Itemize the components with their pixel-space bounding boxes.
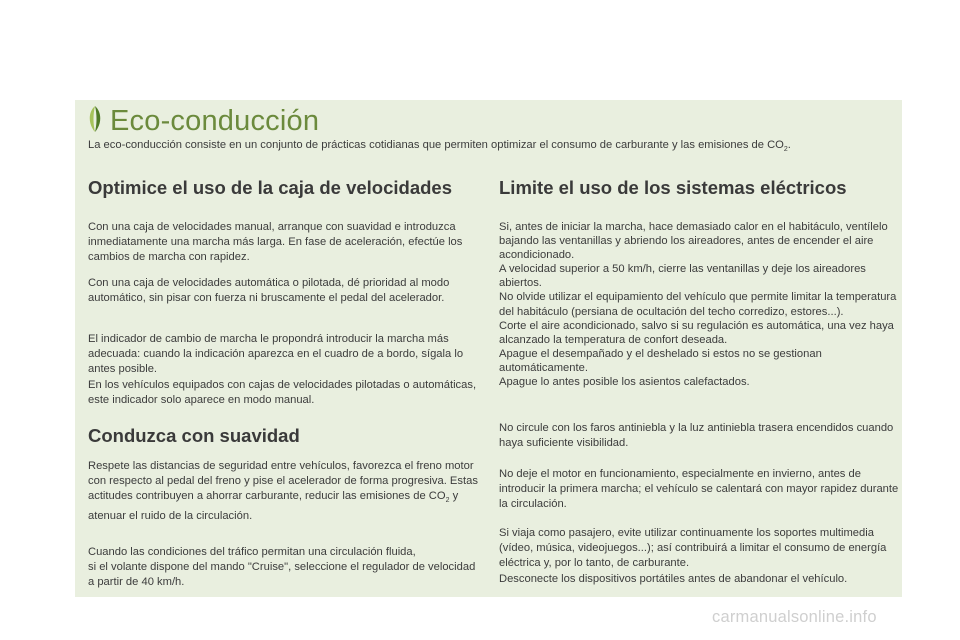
smooth-heading: Conduzca con suavidad [88, 425, 300, 446]
gearbox-paragraph-manual: Con una caja de velocidades manual, arranque con suavidad e introduzca inmediatamente una marcha más larga. En fase de aceleración, efectúe los cambios de marcha con rapidez. [88, 221, 463, 264]
electric-paragraph-engine: No deje el motor en funcionamiento, especialmente en invierno, antes de introducir la primera marcha; el vehículo se calentará con mayor rapidez durante la circulación. [499, 468, 899, 511]
gearbox-paragraph-automatic: Con una caja de velocidades automática o pilotada, dé prioridad al modo automático, sin pisar con fuerza ni bruscamente el pedal del acelerador. [88, 277, 450, 305]
intro-paragraph: La eco-conducción consiste en un conjunto de prácticas cotidianas que permiten optimizar el consumo de carburante y las emisiones de $CO_2$. [88, 139, 791, 154]
smooth-paragraph-distances: Respete las distancias de seguridad entre vehículos, favorezca el freno motor con respecto al pedal del freno y pise el acelerador de forma progresiva. Estas actitudes contribuyen a ahorrar carburante, reducir las emisiones de $CO_2$ y atenuar el ruido de la circulación. [88, 460, 478, 522]
gearbox-heading: Optimice el uso de la caja de velocidades [88, 177, 452, 198]
page-title: Eco-conducción [110, 105, 320, 137]
smooth-paragraph-cruise: Cuando las condiciones del tráfico permitan una circulación fluida, si el volante dispone del mando "Cruise", seleccione el regulador de velocidad a partir de 40 km/h. [88, 546, 476, 589]
leaf-icon [85, 104, 105, 134]
electric-heading: Limite el uso de los sistemas eléctricos [499, 177, 847, 198]
electric-paragraph-climate: Si, antes de iniciar la marcha, hace demasiado calor en el habitáculo, ventílelo bajando las ventanillas y abriendo los aireadores, antes de encender el aire acondicionado. A velocidad superior a 50 km/h, cierre las ventanillas y deje los aireadores abiertos. No olvide utilizar el equipamiento del vehículo que permite limitar la temperatura del habitáculo (persiana de ocultación del techo corredizo, estores...). Corte el aire acondicionado, salvo si su regulación es automática, una vez haya alcanzado la temperatura de confort deseada. Apague el desempañado y el deshelado si estos no se gestionan automáticamente. Apague lo antes posible los asientos calefactados. [499, 221, 897, 389]
electric-paragraph-multimedia: Si viaja como pasajero, evite utilizar continuamente los soportes multimedia (vídeo, música, videojuegos...); así contribuirá a limitar el consumo de energía eléctrica y, por lo tanto, de carburante. Desconecte los dispositivos portátiles antes de abandonar el vehículo. [499, 527, 887, 585]
gearbox-paragraph-indicator: El indicador de cambio de marcha le propondrá introducir la marcha más adecuada: cuando la indicación aparezca en el cuadro de a bordo, sígala lo antes posible. En los vehículos equipados con cajas de velocidades pilotadas o automáticas, este indicador solo aparece en modo manual. [88, 333, 477, 406]
watermark: carmanualsonline.info [712, 608, 877, 626]
electric-paragraph-fog-lights: No circule con los faros antiniebla y la luz antiniebla trasera encendidos cuando haya suficiente visibilidad. [499, 422, 894, 450]
